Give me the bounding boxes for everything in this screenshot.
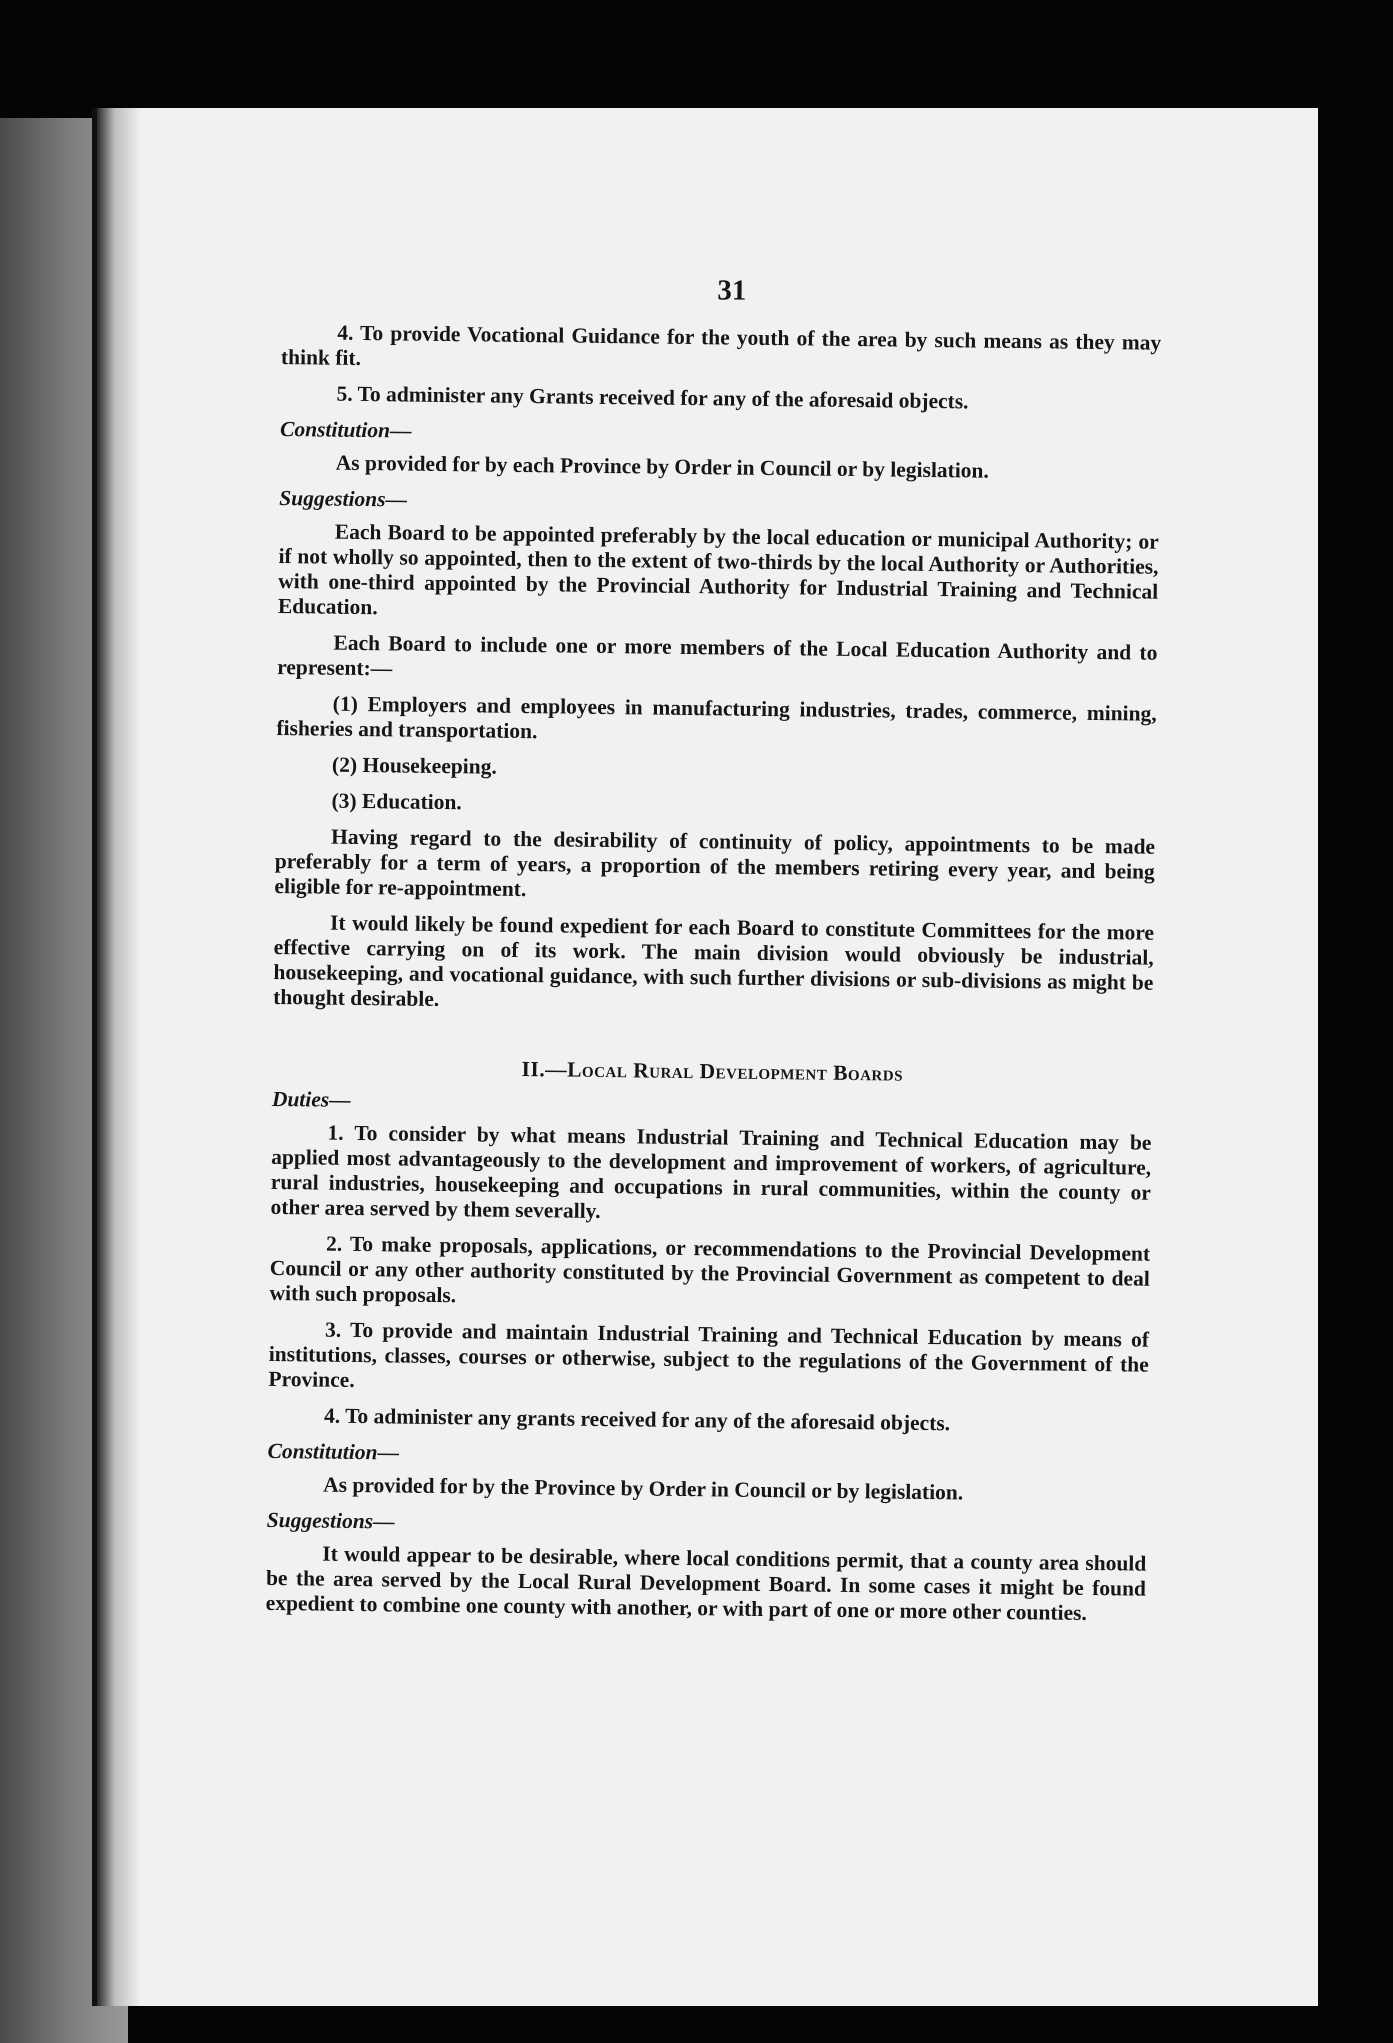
duty-3-paragraph: 3. To provide and maintain Industrial Training and Technical Education by means of institutions, classes, courses or otherwise, subject to the regulations of the Government of the Province. [268,1317,1150,1392]
section-heading: II.—Local Rural Development Boards [521,1056,904,1086]
constitution-paragraph: As provided for by the Province by Order in Council or by legislation. [323,1472,964,1505]
duties-label: Duties— [271,1086,351,1112]
duty-4-paragraph: 4. To administer any grants received for any of the aforesaid objects. [323,1403,951,1436]
list-item-3: (3) Education. [331,788,462,815]
list-item-1: (1) Employers and employees in manufacturing industries, trades, commerce, mining, fisheries and transportation. [276,691,1157,744]
duty-4-paragraph: 4. To provide Vocational Guidance for the youth of the area by such means as they may think fit. [280,320,1162,370]
constitution-label: Constitution— [267,1438,400,1465]
section-1 [273,320,1161,1021]
duty-5-paragraph: 5. To administer any Grants received for any of the aforesaid objects. [336,381,969,414]
suggestion-paragraph-1: It would appear to be desirable, where local conditions permit, that a county area should be the area served by the Local Rural Development Board. In some cases it might be found expedient to combine one county with another, or with part of one or more other counties. [265,1541,1147,1625]
document-page [92,108,1318,2006]
page-gutter-shadow [97,108,141,2006]
page-text [265,273,1161,1638]
constitution-label: Constitution— [279,416,412,443]
suggestions-label: Suggestions— [279,485,408,512]
suggestion-paragraph-2: Each Board to include one or more members of the Local Education Authority and to represent:— [277,630,1158,681]
duty-2-paragraph: 2. To make proposals, applications, or recommendations to the Provincial Development Council or any other authority constituted by the Provincial Government as competent to deal with such proposals. [269,1231,1151,1308]
section-2 [266,1054,1153,1627]
suggestion-paragraph-3: Having regard to the desirability of continuity of policy, appointments to be made preferably for a term of years, a proportion of the members retiring every year, and being eligible for re-appointment. [274,824,1156,902]
suggestions-label: Suggestions— [266,1507,395,1534]
page-number: 31 [717,274,747,307]
duty-1-paragraph: 1. To consider by what means Industrial Training and Technical Education may be applied most advantageously to the development and improvement of workers, of agriculture, rural industries, housekeeping and occupations in rural communities, within the county or other area served by them severally. [270,1120,1152,1223]
suggestion-paragraph-4: It would likely be found expedient for each Board to constitute Committees for the more effective carrying on of its work. The main division would obviously be industrial, housekeeping, and vocational guidance, with such further divisions or sub-divisions as might be thought desirable. [273,910,1155,1011]
list-item-2: (2) Housekeeping. [331,752,497,779]
suggestion-paragraph-1: Each Board to be appointed preferably by the local education or municipal Authority; or if not wholly so appointed, then to the extent of two-thirds by the local Authority or Authorities, with one-third appointed by the Provincial Authority for Industrial Training and Technical Education. [277,519,1159,620]
constitution-paragraph: As provided for by each Province by Order in Council or by legislation. [335,450,989,483]
